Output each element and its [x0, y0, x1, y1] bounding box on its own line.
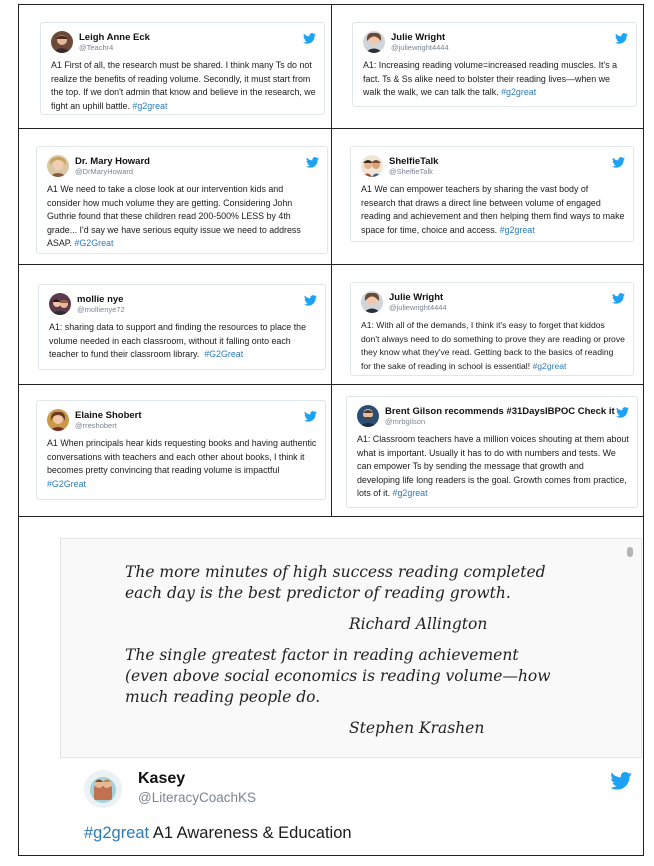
quote-line: each day is the best predictor of reading growth. [125, 584, 511, 602]
tweet-text: A1 We need to take a close look at our intervention kids and consider how much volume they are getting. Considering John Guthrie found that these children read 200-500% LESS by 4th grade... I'd say we have serious equity issue we need to address ASAP. #G2Great [47, 184, 301, 248]
author-handle[interactable]: @juliewright4444 [389, 303, 447, 312]
tweet-card[interactable] [350, 146, 634, 242]
tweet-text: A1: With all of the demands, I think it's easy to forget that kiddos don't always need to do something to prove they are reading or prove they know what they've read. Getting back to the basics of reading for the sake of reading in school is essential! #g2great [361, 320, 625, 371]
avatar-julie-wright[interactable] [363, 31, 385, 53]
avatar-julie-wright[interactable] [361, 291, 383, 313]
avatar-mollie-nye[interactable] [49, 293, 71, 315]
quote-line: much reading people do. [125, 688, 321, 706]
avatar-kasey[interactable] [84, 770, 122, 808]
tweet-card[interactable] [36, 400, 326, 500]
tweet-text: A1: Increasing reading volume=increased reading muscles. It's a fact. Ts & Ss alike need to bolster their reading lives—when we walk the walk, we can talk the talk. #g2great [363, 60, 618, 97]
author-handle[interactable]: @mrbgilson [385, 417, 426, 426]
author-handle[interactable]: @mollienye72 [77, 305, 125, 314]
tweet-text: A1: sharing data to support and finding the resources to place the volume needed in each classroom, without it falling onto each teacher to fund their classroom library. #G2Great [49, 322, 307, 359]
twitter-bird-icon[interactable] [612, 157, 625, 168]
tweet-card[interactable] [36, 146, 328, 254]
author-name[interactable]: Leigh Anne Eck [79, 32, 150, 43]
author-name[interactable]: Brent Gilson recommends #31DaysIBPOC Check it [385, 406, 615, 417]
quote-line: (even above social economics is reading volume—how [125, 667, 551, 685]
author-handle[interactable]: @ShelfieTalk [389, 167, 433, 176]
author-handle[interactable]: @juliewright4444 [391, 43, 449, 52]
tweet-text: #g2great A1 Awareness & Education [84, 824, 352, 842]
author-handle[interactable]: @Teachr4 [79, 43, 114, 52]
hashtag-link[interactable]: #g2great [501, 87, 537, 97]
author-name[interactable]: Julie Wright [389, 292, 444, 303]
tweet-header [60, 758, 640, 808]
tweet-card[interactable] [352, 22, 637, 107]
hashtag-link[interactable]: #g2great [499, 224, 535, 235]
quote-line: The single greatest factor in reading achievement [125, 646, 519, 664]
avatar-shelfietalk[interactable] [361, 155, 383, 177]
author-handle[interactable]: @LiteracyCoachKS [138, 790, 257, 805]
tweet-text: A1 First of all, the research must be shared. I think many Ts do not realize the benefits of reading volume. Secondly, it must start from the top. If we don't admin that know and believe in the research, we fight an uphill battle. #g2great [51, 60, 316, 111]
avatar-elaine-shobert[interactable] [47, 409, 69, 431]
tweet-text: A1: Classroom teachers have a million voices shouting at them about what is important. Usually it has to do with numbers and tests. We can empower Ts by sending the message that growth and developing life long readers is the goal. Growth comes from practice, lots of it. #g2great [357, 434, 629, 498]
hashtag-link[interactable]: #g2great [84, 824, 150, 842]
twitter-bird-icon[interactable] [304, 295, 317, 306]
avatar-leigh-anne-eck[interactable] [51, 31, 73, 53]
quote-line: The more minutes of high success reading completed [125, 563, 546, 581]
twitter-bird-icon[interactable] [615, 33, 628, 44]
quote-author: Richard Allington [349, 615, 488, 633]
quote-author: Stephen Krashen [349, 719, 485, 737]
tweet-card[interactable] [350, 282, 634, 376]
twitter-bird-icon[interactable] [610, 772, 632, 790]
tweet-text: A1 We can empower teachers by sharing the vast body of research that draws a direct line between volume of engaged reading and achievement and then helping them find ways to make space for time, choice and access. #g2great [361, 184, 625, 235]
hashtag-link[interactable]: #g2great [392, 488, 428, 498]
twitter-bird-icon[interactable] [612, 293, 625, 304]
twitter-bird-icon[interactable] [616, 407, 629, 418]
author-handle[interactable]: @DrMaryHoward [75, 167, 134, 176]
tweet-text: A1 When principals hear kids requesting books and having authentic conversations with teachers and each other about books, I think it becomes pretty convincing that reading volume is impactful #G2Great [47, 438, 317, 489]
tweet-card[interactable] [346, 396, 638, 508]
hashtag-link[interactable]: #g2great [532, 360, 567, 371]
author-name[interactable]: Elaine Shobert [75, 410, 142, 421]
quote-image[interactable] [60, 538, 642, 758]
author-name[interactable]: Dr. Mary Howard [75, 156, 150, 167]
avatar-mary-howard[interactable] [47, 155, 69, 177]
avatar-brent-gilson[interactable] [357, 405, 379, 427]
author-name[interactable]: ShelfieTalk [389, 156, 439, 167]
hashtag-link[interactable]: #g2great [132, 100, 168, 111]
author-name[interactable]: Kasey [138, 770, 186, 787]
hashtag-link[interactable]: #G2Great [204, 349, 244, 359]
tweet-card[interactable] [38, 284, 326, 370]
author-name[interactable]: Julie Wright [391, 32, 446, 43]
hashtag-link[interactable]: #G2Great [47, 478, 86, 489]
tweet-card[interactable] [40, 22, 325, 115]
author-name[interactable]: mollie nye [77, 294, 124, 305]
hashtag-link[interactable]: #G2Great [74, 238, 114, 248]
twitter-bird-icon[interactable] [303, 33, 316, 44]
scrollbar-indicator[interactable] [627, 547, 633, 557]
twitter-bird-icon[interactable] [306, 157, 319, 168]
twitter-bird-icon[interactable] [304, 411, 317, 422]
author-handle[interactable]: @rreshobert [75, 421, 117, 430]
